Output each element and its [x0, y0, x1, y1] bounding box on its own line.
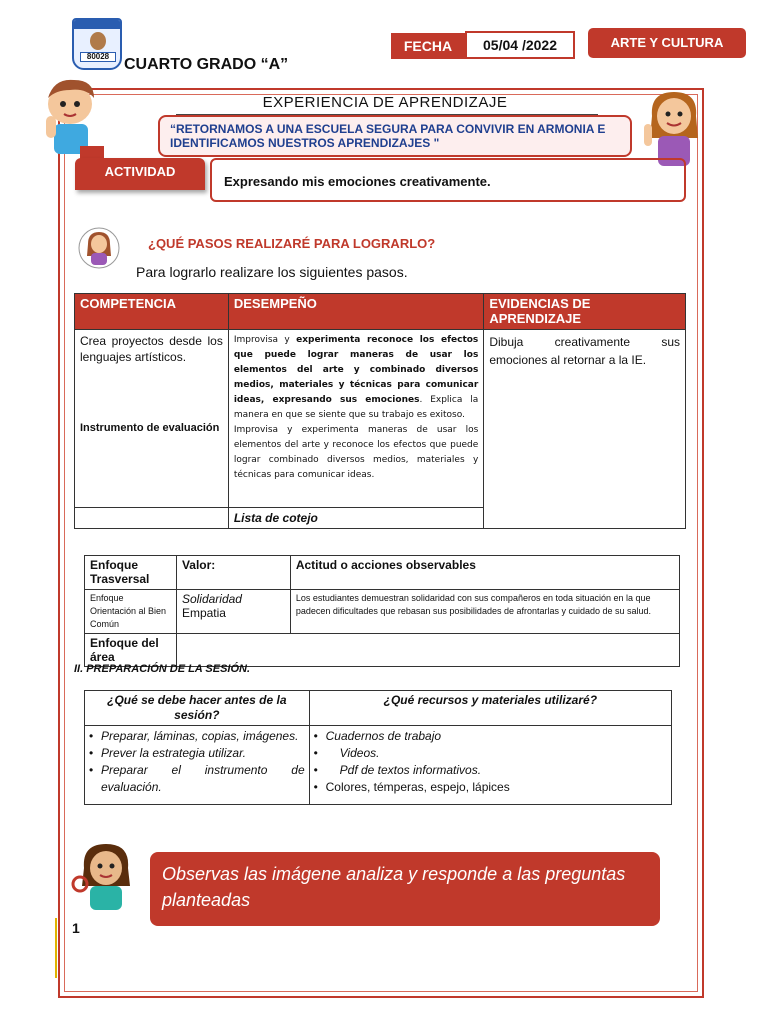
- actitud-header: Actitud o acciones observables: [290, 556, 679, 590]
- actividad-value: Expresando mis emociones creativamente.: [210, 158, 686, 202]
- fecha-label: FECHA: [391, 33, 465, 59]
- grade-title: CUARTO GRADO “A”: [124, 56, 289, 73]
- boy-thinking-illustration: [40, 76, 108, 166]
- girl-avatar-icon: [78, 226, 120, 270]
- evidencia-cell: Dibuja creativamente sus emociones al retornar a la IE.: [484, 330, 686, 529]
- valor-cell: [176, 590, 290, 634]
- actitud-text: Los estudiantes demuestran solidaridad con sus compañeros en toda situación en la que padecen dificultades que rebasan sus posibilidades de afrontarlas y cuidado de su salud.: [290, 590, 679, 634]
- instrumento-value: Lista de cotejo: [228, 508, 483, 529]
- competencia-table: [74, 293, 686, 529]
- instrumento-label: Instrumento de evaluación: [80, 422, 220, 434]
- competencia-text: Crea proyectos desde los lenguajes artísticos.: [80, 334, 223, 364]
- recursos-item: • Pdf de textos informativos.: [314, 762, 667, 779]
- antes-item: • Preparar el instrumento de evaluación.: [89, 762, 305, 796]
- actividad-label: ACTIVIDAD: [75, 158, 205, 190]
- recursos-header: ¿Qué recursos y materiales utilizaré?: [309, 691, 671, 726]
- enfoque-area-value: [176, 634, 679, 667]
- observa-banner: Observas las imágene analiza y responde a las preguntas planteadas: [150, 852, 660, 926]
- desempeno-1: Improvisa y experimenta reconoce los efectos que puede lograr maneras de usar los elementos del arte y combinado diversos medios, materiales y técnicas para comunicar ideas, expresando sus emociones. Explica la manera en que se siente que su trabajo es exitoso.: [233, 335, 479, 420]
- valor-header: Valor:: [176, 556, 290, 590]
- fecha-value: 05/04 /2022: [465, 31, 575, 59]
- antes-header: ¿Qué se debe hacer antes de la sesión?: [85, 691, 310, 726]
- enfoque-header: Enfoque Trasversal: [85, 556, 177, 590]
- enfoque-table: [84, 555, 680, 667]
- pasos-subtitle: Para lograrlo realizare los siguientes pasos.: [136, 264, 408, 280]
- header-evidencias: EVIDENCIAS DE APRENDIZAJE: [484, 294, 686, 330]
- school-logo: [72, 18, 122, 70]
- enfoque-orientacion: Enfoque Orientación al Bien Común: [85, 590, 177, 634]
- desempeno-2: Improvisa y experimenta maneras de usar los elementos del arte y reconoce los efectos que puede lograr combinado diversos medios, materiales y técnicas para comunicar ideas.: [233, 425, 479, 480]
- recursos-item: • Videos.: [314, 745, 667, 762]
- header-desempeno: DESEMPEÑO: [228, 294, 483, 330]
- valor-solidaridad: Solidaridad: [181, 592, 242, 606]
- recursos-item: • Cuadernos de trabajo: [314, 728, 667, 745]
- recursos-item: • Colores, témperas, espejo, lápices: [314, 779, 667, 796]
- recursos-cell: [309, 726, 671, 805]
- page-margin-mark: [55, 918, 57, 978]
- page-number: 1: [72, 920, 80, 936]
- experiencia-title: EXPERIENCIA DE APRENDIZAJE: [262, 94, 508, 111]
- antes-item: • Prever la estrategia utilizar.: [89, 745, 305, 762]
- valor-empatia: Empatia: [181, 606, 226, 620]
- girl-magnifier-illustration: [70, 840, 148, 912]
- header-competencia: COMPETENCIA: [75, 294, 229, 330]
- antes-cell: [85, 726, 310, 805]
- competencia-cell: [75, 330, 229, 508]
- empty-cell: [75, 508, 229, 529]
- desempeno-cell: [228, 330, 483, 508]
- pasos-question: ¿QUÉ PASOS REALIZARÉ PARA LOGRARLO?: [148, 236, 436, 251]
- preparacion-table: [84, 690, 672, 805]
- antes-item: • Preparar, láminas, copias, imágenes.: [89, 728, 305, 745]
- enfoque-area: Enfoque del área: [85, 634, 177, 667]
- preparacion-title: II. PREPARACIÓN DE LA SESIÓN.: [74, 663, 251, 675]
- experiencia-motto: “RETORNAMOS A UNA ESCUELA SEGURA PARA CONVIVIR EN ARMONIA E IDENTIFICAMOS NUESTROS APRENDIZAJES ": [158, 115, 632, 157]
- logo-number: 80028: [80, 52, 116, 62]
- area-badge: ARTE Y CULTURA: [588, 28, 746, 58]
